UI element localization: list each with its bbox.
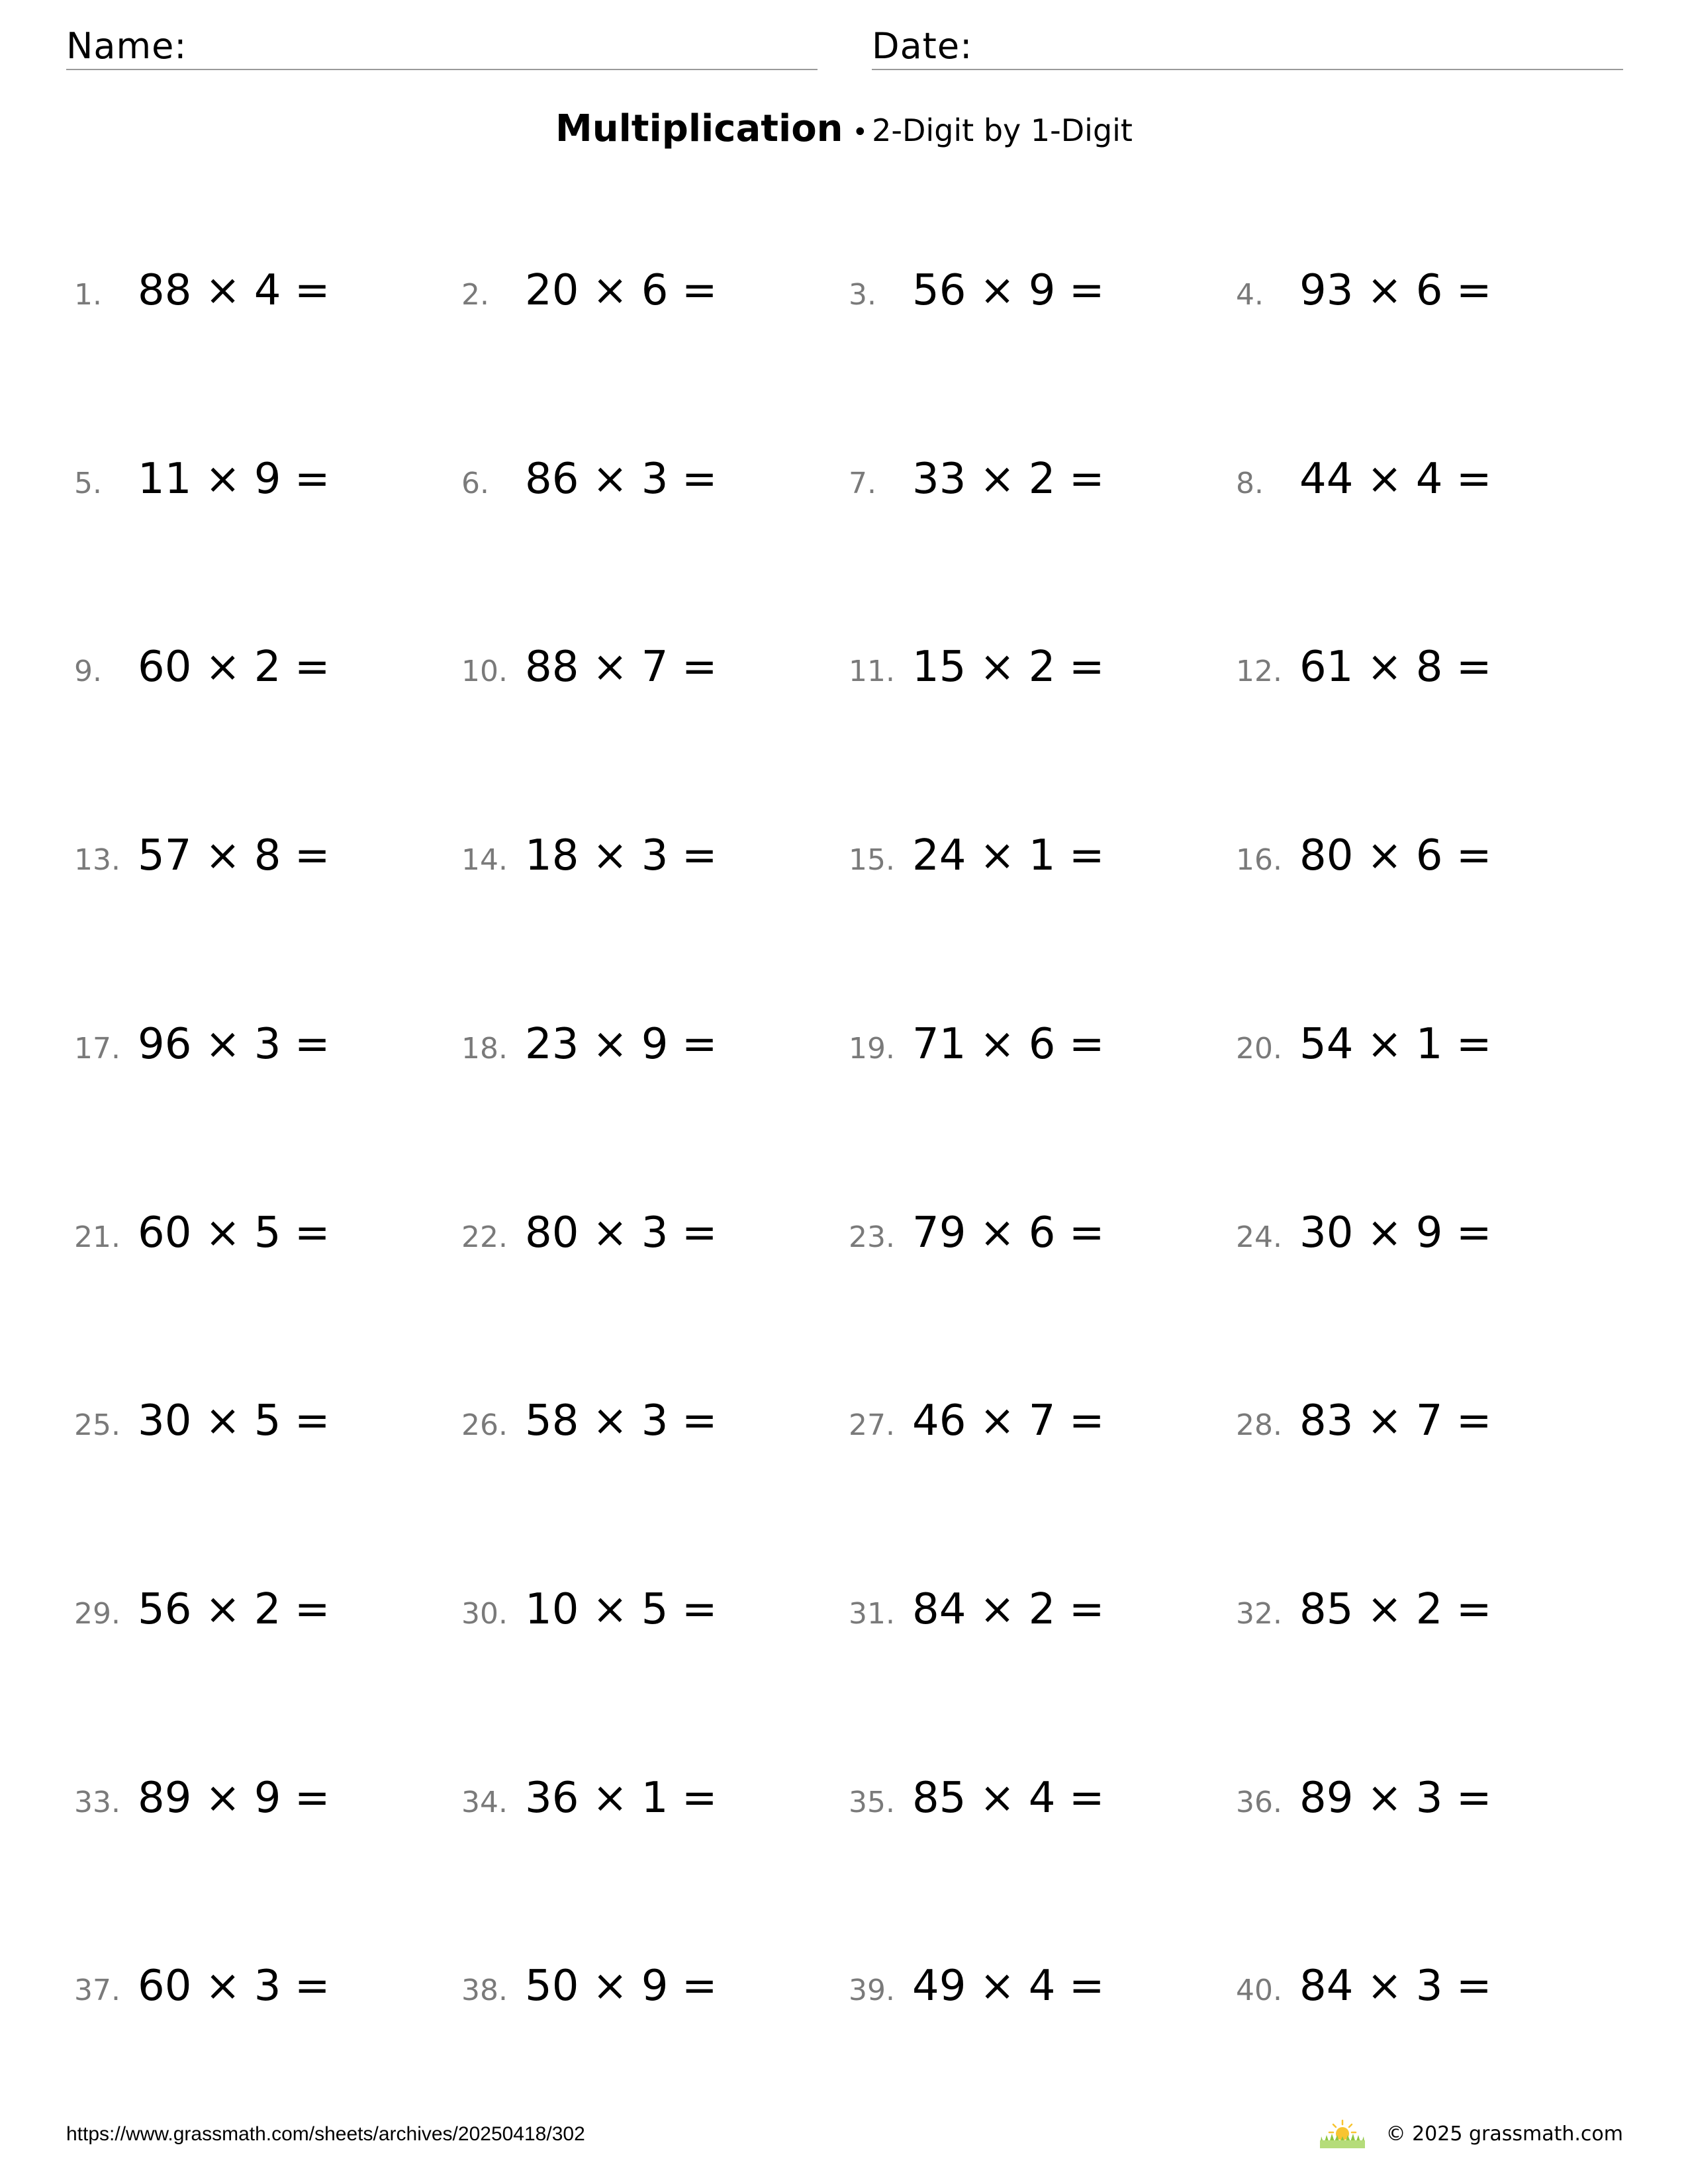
problem-number: 37. [74, 1974, 120, 2007]
problem-number: 13. [74, 843, 120, 877]
problem-number: 25. [74, 1408, 120, 1442]
problem-number: 11. [849, 655, 895, 688]
problem-expression: 30 × 9 = [1299, 1208, 1492, 1257]
problem-item [461, 1208, 717, 1268]
problem-expression: 23 × 9 = [525, 1020, 718, 1069]
problem-number: 31. [849, 1597, 895, 1631]
problem-expression: 80 × 6 = [1299, 831, 1492, 880]
problem-number: 19. [849, 1032, 895, 1066]
problem-number: 5. [74, 467, 102, 500]
problem-item [461, 1396, 717, 1456]
problem-expression: 49 × 4 = [912, 1962, 1105, 2011]
problem-expression: 58 × 3 = [525, 1396, 718, 1445]
problem-number: 16. [1236, 843, 1282, 877]
problem-item [849, 266, 1104, 326]
date-field[interactable] [872, 24, 1623, 70]
problem-expression: 46 × 7 = [912, 1396, 1105, 1445]
problem-expression: 89 × 9 = [138, 1774, 330, 1823]
problem-item [849, 1208, 1104, 1268]
problem-expression: 89 × 3 = [1299, 1774, 1492, 1823]
problem-number: 20. [1236, 1032, 1282, 1066]
problem-number: 27. [849, 1408, 895, 1442]
problem-number: 35. [849, 1786, 895, 1819]
problem-item [1236, 1962, 1491, 2021]
problem-item [1236, 1208, 1491, 1268]
problem-expression: 71 × 6 = [912, 1020, 1105, 1069]
problem-number: 34. [461, 1786, 508, 1819]
problem-item [74, 1774, 330, 1833]
problem-item [849, 1396, 1104, 1456]
problem-item [849, 1774, 1104, 1833]
problem-expression: 80 × 3 = [525, 1208, 718, 1257]
grass-sun-logo-icon [1319, 2118, 1366, 2150]
problem-number: 7. [849, 467, 876, 500]
problem-number: 3. [849, 278, 876, 312]
problem-item [849, 1962, 1104, 2021]
problem-number: 21. [74, 1220, 120, 1254]
copyright-text: © 2025 grassmath.com [1385, 2122, 1623, 2146]
footer-url[interactable]: https://www.grassmath.com/sheets/archives/20250418/302 [66, 2123, 585, 2145]
problem-expression: 79 × 6 = [912, 1208, 1105, 1257]
problem-item [74, 1208, 330, 1268]
problem-expression: 54 × 1 = [1299, 1020, 1492, 1069]
problem-expression: 85 × 4 = [912, 1774, 1105, 1823]
problem-expression: 44 × 4 = [1299, 455, 1492, 504]
name-field[interactable] [66, 24, 818, 70]
problem-expression: 60 × 5 = [138, 1208, 330, 1257]
problem-item [461, 643, 717, 702]
problem-number: 24. [1236, 1220, 1282, 1254]
problem-item [74, 1585, 330, 1645]
problem-number: 26. [461, 1408, 508, 1442]
problem-expression: 24 × 1 = [912, 831, 1105, 880]
problem-expression: 56 × 2 = [138, 1585, 330, 1634]
problem-item [74, 643, 330, 702]
problem-number: 12. [1236, 655, 1282, 688]
problem-item [1236, 831, 1491, 891]
problem-expression: 86 × 3 = [525, 455, 718, 504]
problem-item [849, 643, 1104, 702]
problem-expression: 88 × 7 = [525, 643, 718, 692]
problem-item [1236, 1585, 1491, 1645]
title-main: Multiplication [555, 107, 843, 150]
problem-number: 18. [461, 1032, 508, 1066]
problem-expression: 93 × 6 = [1299, 266, 1492, 315]
problem-item [849, 1585, 1104, 1645]
problem-item [74, 266, 330, 326]
problem-item [1236, 643, 1491, 702]
problem-number: 8. [1236, 467, 1264, 500]
problem-item [461, 1774, 717, 1833]
problem-number: 1. [74, 278, 102, 312]
problem-item [74, 1962, 330, 2021]
worksheet-title [0, 106, 1688, 161]
problem-item [849, 455, 1104, 514]
problem-number: 4. [1236, 278, 1264, 312]
problem-expression: 60 × 2 = [138, 643, 330, 692]
problem-number: 14. [461, 843, 508, 877]
problem-item [461, 1585, 717, 1645]
problem-item [1236, 455, 1491, 514]
problem-expression: 33 × 2 = [912, 455, 1105, 504]
problem-expression: 60 × 3 = [138, 1962, 330, 2011]
problem-expression: 30 × 5 = [138, 1396, 330, 1445]
problem-expression: 85 × 2 = [1299, 1585, 1492, 1634]
footer-branding [1319, 2118, 1623, 2150]
problem-expression: 57 × 8 = [138, 831, 330, 880]
problem-number: 10. [461, 655, 508, 688]
problem-expression: 84 × 2 = [912, 1585, 1105, 1634]
problem-item [74, 1396, 330, 1456]
problem-item [1236, 1396, 1491, 1456]
problem-number: 38. [461, 1974, 508, 2007]
problem-expression: 18 × 3 = [525, 831, 718, 880]
problem-expression: 11 × 9 = [138, 455, 330, 504]
problem-item [461, 1020, 717, 1079]
problem-item [849, 831, 1104, 891]
problem-expression: 83 × 7 = [1299, 1396, 1492, 1445]
problem-number: 28. [1236, 1408, 1282, 1442]
problem-item [74, 831, 330, 891]
problem-expression: 50 × 9 = [525, 1962, 718, 2011]
problem-item [74, 455, 330, 514]
problem-expression: 61 × 8 = [1299, 643, 1492, 692]
problem-expression: 10 × 5 = [525, 1585, 718, 1634]
problem-number: 39. [849, 1974, 895, 2007]
problem-item [849, 1020, 1104, 1079]
problem-number: 17. [74, 1032, 120, 1066]
problem-item [1236, 1774, 1491, 1833]
title-subtitle: 2-Digit by 1-Digit [872, 113, 1133, 148]
problem-number: 23. [849, 1220, 895, 1254]
problem-item [461, 831, 717, 891]
date-label: Date: [872, 25, 973, 67]
problem-item [1236, 1020, 1491, 1079]
problem-number: 9. [74, 655, 102, 688]
problem-expression: 56 × 9 = [912, 266, 1105, 315]
name-label: Name: [66, 25, 187, 67]
problem-number: 22. [461, 1220, 508, 1254]
problem-number: 29. [74, 1597, 120, 1631]
problem-number: 33. [74, 1786, 120, 1819]
problem-item [461, 266, 717, 326]
problem-item [461, 1962, 717, 2021]
title-separator: • [852, 117, 868, 148]
problem-number: 36. [1236, 1786, 1282, 1819]
problem-number: 30. [461, 1597, 508, 1631]
problem-number: 15. [849, 843, 895, 877]
problem-number: 40. [1236, 1974, 1282, 2007]
problem-item [74, 1020, 330, 1079]
problem-expression: 15 × 2 = [912, 643, 1105, 692]
problem-number: 6. [461, 467, 489, 500]
problem-expression: 20 × 6 = [525, 266, 718, 315]
problem-number: 32. [1236, 1597, 1282, 1631]
problem-number: 2. [461, 278, 489, 312]
problem-expression: 88 × 4 = [138, 266, 330, 315]
problem-expression: 84 × 3 = [1299, 1962, 1492, 2011]
problem-item [461, 455, 717, 514]
problem-expression: 96 × 3 = [138, 1020, 330, 1069]
problem-item [1236, 266, 1491, 326]
problem-expression: 36 × 1 = [525, 1774, 718, 1823]
